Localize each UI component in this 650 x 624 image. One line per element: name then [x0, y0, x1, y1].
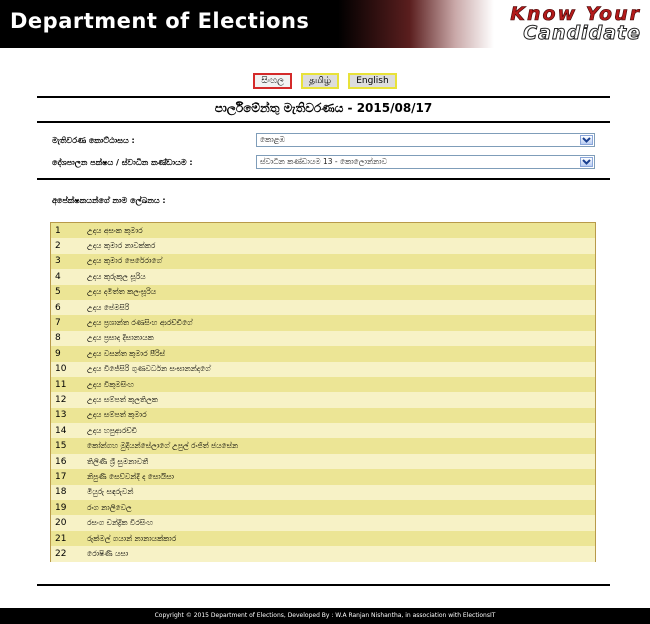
candidate-number: 3 — [55, 256, 61, 267]
candidate-name: උදය අසංක කුමාර — [87, 225, 143, 235]
table-row — [51, 392, 595, 407]
divider — [37, 178, 610, 180]
lang-button-sinhala[interactable]: සිංහල — [253, 73, 292, 89]
candidate-name: උදය ප්‍රශාන්ත රණසිංහ ආරච්චිගේ — [87, 318, 193, 328]
table-row — [51, 500, 595, 515]
candidate-name: උදය කුරුකුල සූරිය — [87, 271, 146, 281]
candidate-number: 6 — [55, 302, 61, 313]
candidate-name: උදය සම්පත් කුමාර — [87, 410, 147, 420]
candidate-name: උදය විජේසිරි ගුණවර්ධන සංඝානන්දගේ — [87, 364, 211, 374]
candidate-name: රුක්මල් ගයාන් නානායක්කාර — [87, 533, 177, 543]
table-row — [51, 546, 595, 561]
candidate-number: 12 — [55, 394, 67, 405]
table-row — [51, 438, 595, 453]
candidate-name: උදය දමිත්ත කලංසූරිය — [87, 287, 157, 297]
table-row — [51, 269, 595, 284]
lang-button-english[interactable]: English — [348, 73, 397, 89]
candidate-name: රොෂිණි යසා — [87, 548, 129, 558]
chevron-down-icon[interactable] — [580, 157, 593, 167]
candidate-number: 16 — [55, 456, 67, 467]
candidate-number: 17 — [55, 471, 67, 482]
candidate-table — [50, 222, 596, 562]
candidate-number: 15 — [55, 441, 67, 452]
brand-line-1: Know Your — [510, 3, 641, 25]
candidate-name: රංග නාලිවෙල — [87, 502, 132, 512]
candidate-number: 2 — [55, 241, 61, 252]
candidate-number: 20 — [55, 518, 67, 529]
table-row — [51, 223, 595, 238]
table-row — [51, 515, 595, 530]
party-label: දේශපාලන පක්ෂය / ස්වාධීන කණ්ඩායම : — [52, 158, 193, 167]
candidate-number: 5 — [55, 287, 61, 298]
candidate-name: උදය විකුමසිංහ — [87, 379, 134, 389]
table-row — [51, 300, 595, 315]
candidate-name: රසංග චන්ද්‍රික වීරසිංහ — [87, 518, 153, 528]
table-row — [51, 377, 595, 392]
table-row — [51, 331, 595, 346]
brand-line-2: Candidate — [523, 22, 641, 44]
candidate-number: 18 — [55, 487, 67, 498]
table-row — [51, 454, 595, 469]
candidate-number: 19 — [55, 502, 67, 513]
table-row — [51, 315, 595, 330]
table-row — [51, 423, 595, 438]
divider — [37, 121, 610, 123]
district-select[interactable] — [256, 133, 595, 147]
table-row — [51, 485, 595, 500]
chevron-down-icon[interactable] — [580, 135, 593, 145]
lang-button-tamil[interactable]: தமிழ் — [301, 73, 339, 89]
candidate-name: තිලිණි ශ්‍රී සුමනාවතී — [87, 456, 149, 466]
page-title: පාර්ලිමේන්තු මැතිවරණය - 2015/08/17 — [214, 101, 433, 115]
table-row — [51, 238, 595, 253]
candidate-name: උදය කුමාර පෙරේරාගේ — [87, 256, 162, 266]
table-row — [51, 285, 595, 300]
candidate-number: 8 — [55, 333, 61, 344]
candidates-section-label: අපේක්ෂකයන්ගේ නාම ලේඛනය : — [52, 196, 166, 205]
candidate-number: 14 — [55, 425, 67, 436]
candidate-number: 22 — [55, 548, 67, 559]
candidate-number: 4 — [55, 271, 61, 282]
candidate-name: නිපුණි සෙව්වන්දි ද සොයිසා — [87, 471, 174, 481]
district-select-value: කොළඹ — [260, 135, 285, 144]
language-switcher — [0, 68, 650, 89]
candidate-name: උදය කුමාර නාවක්කර — [87, 241, 156, 251]
brand-logo — [510, 5, 641, 43]
candidate-number: 1 — [55, 225, 61, 236]
candidate-name: උදය හපුආරච්චි — [87, 425, 138, 435]
candidate-name: මියුරු සඳරුවන් — [87, 487, 134, 497]
candidate-number: 21 — [55, 533, 67, 544]
candidate-name: උදය ප්‍රසාද දිසානායක — [87, 333, 154, 343]
table-row — [51, 346, 595, 361]
table-row — [51, 469, 595, 484]
party-select-value: ස්වාධීන කණ්ඩායම 13 - කොලොන්නාව — [260, 157, 388, 166]
table-row — [51, 531, 595, 546]
divider — [37, 96, 610, 98]
district-label: මැතිවරණ කොට්ඨාසය : — [52, 136, 135, 145]
party-select[interactable] — [256, 155, 595, 169]
divider — [37, 584, 610, 586]
table-row — [51, 362, 595, 377]
candidate-name: උදය සම්පත් කුලතිලක — [87, 394, 158, 404]
candidate-number: 10 — [55, 364, 67, 375]
candidate-number: 7 — [55, 318, 61, 329]
candidate-number: 11 — [55, 379, 67, 390]
site-title: Department of Elections — [10, 9, 310, 33]
table-row — [51, 408, 595, 423]
table-row — [51, 254, 595, 269]
candidate-name: උදය පේමසිරි — [87, 302, 130, 312]
site-header — [0, 0, 650, 48]
candidate-name: උදය වසන්ත කුමාර පීරිස් — [87, 348, 166, 358]
candidate-number: 9 — [55, 348, 61, 359]
candidate-number: 13 — [55, 410, 67, 421]
footer: Copyright © 2015 Department of Elections, Developed By : W.A Ranjan Nishantha, in association with ElectionsIT — [0, 608, 650, 624]
candidate-name: කෝන්ගහ මුදියන්සේලාගේ උපුල් රංජිත් ජයසේන — [87, 441, 239, 451]
